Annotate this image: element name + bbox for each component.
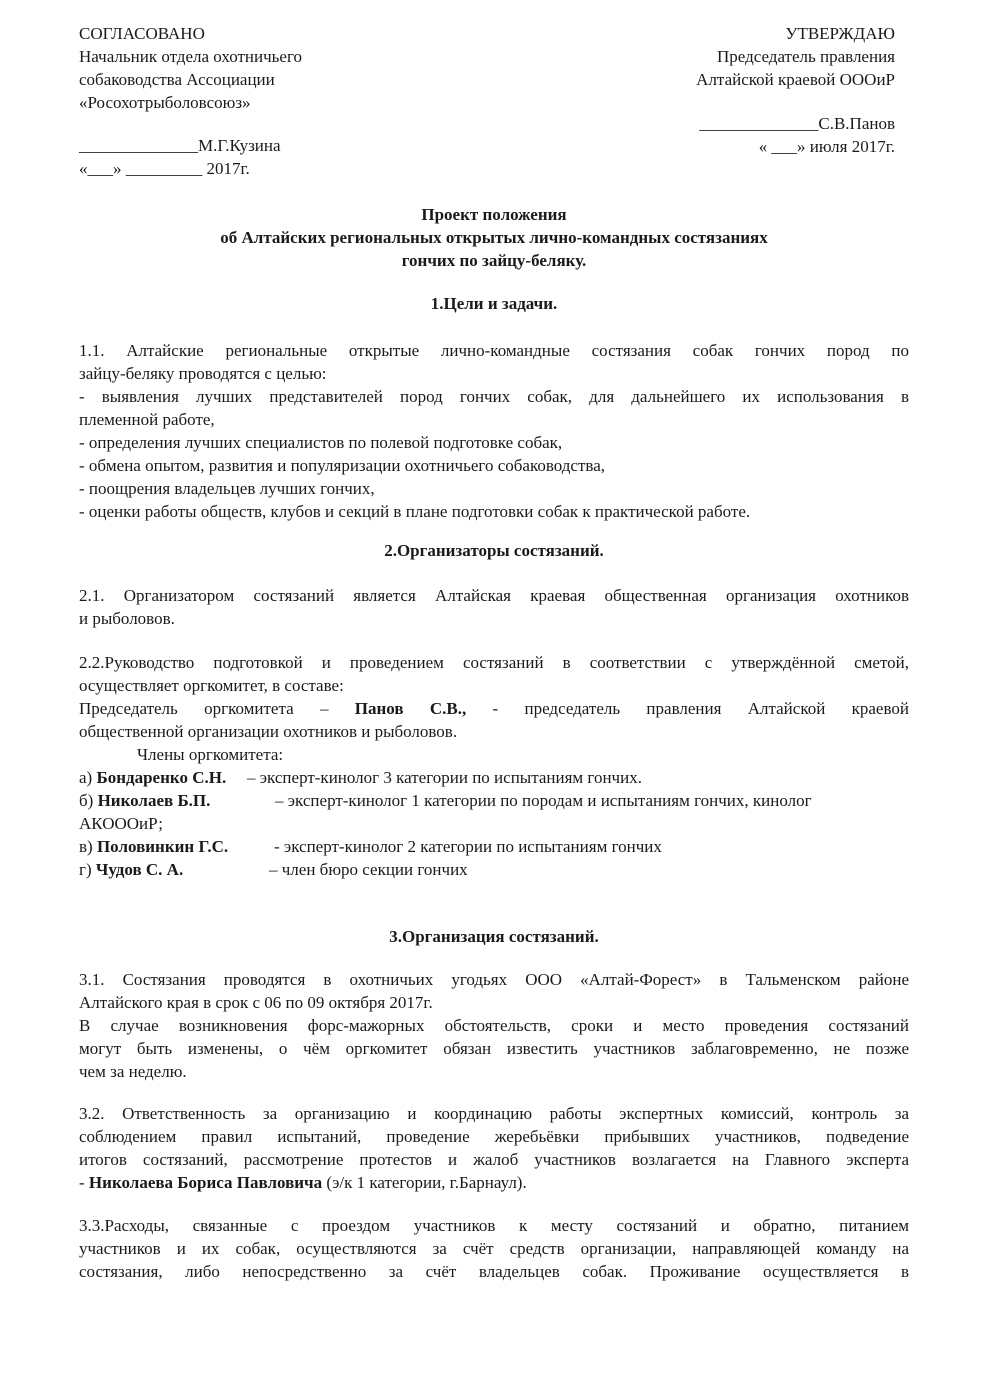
list-item: - обмена опытом, развития и популяризации охотничьего собаководства,: [79, 456, 605, 475]
committee-chair: [79, 697, 909, 720]
member-label: [79, 766, 226, 789]
approval-line: собаководства Ассоциации: [79, 70, 275, 89]
approval-line: Алтайской краевой ОООиР: [696, 70, 895, 89]
signature-block-right: [560, 112, 895, 158]
paragraph-line: состязания, либо непосредственно за счёт владельцев собак. Проживание осуществляется в: [79, 1262, 909, 1281]
paragraph-2-2: [79, 651, 909, 881]
list-item: - поощрения владельцев лучших гончих,: [79, 479, 375, 498]
document-title: [79, 203, 909, 272]
member-label: [79, 835, 228, 858]
title-line: гончих по зайцу-беляку.: [401, 251, 587, 270]
paragraph-line: чем за неделю.: [79, 1062, 187, 1081]
chair-name: Панов С.В.,: [354, 699, 467, 718]
member-role: – член бюро секции гончих: [269, 860, 468, 879]
section-heading: 3.Организация состязаний.: [389, 927, 599, 946]
member-name: Чудов С. А.: [95, 860, 184, 879]
chair-label: Председатель оргкомитета –: [79, 699, 355, 718]
section-heading: 1.Цели и задачи.: [430, 294, 558, 313]
paragraph-line: 3.2. Ответственность за организацию и координацию работы экспертных комиссий, контроль за: [79, 1104, 909, 1123]
member-label: [79, 789, 210, 812]
paragraph-line: и рыболовов.: [79, 609, 175, 628]
paragraph-line: Алтайского края в срок с 06 по 09 октября 2017г.: [79, 993, 433, 1012]
member-role-cont: АКОООиР;: [79, 814, 163, 833]
approval-heading: СОГЛАСОВАНО: [79, 24, 205, 43]
paragraph-line: [79, 1171, 909, 1194]
committee-member: [79, 858, 909, 881]
paragraph-line: итогов состязаний, рассмотрение протестов и жалоб участников возлагается на Главного эксперта: [79, 1150, 909, 1169]
approval-line: «Росохотрыболовсоюз»: [79, 93, 251, 112]
title-line: Проект положения: [421, 205, 567, 224]
member-prefix: г): [79, 860, 96, 879]
paragraph-line: общественной организации охотников и рыболовов.: [79, 722, 458, 741]
approval-heading: УТВЕРЖДАЮ: [785, 24, 895, 43]
member-name: Николаев Б.П.: [97, 791, 211, 810]
paragraph-line: 3.3.Расходы, связанные с проездом участников к месту состязаний и обратно, питанием: [79, 1216, 909, 1235]
paragraph-line: могут быть изменены, о чём оргкомитет обязан известить участников заблаговременно, не позже: [79, 1039, 909, 1058]
paragraph-line: участников и их собак, осуществляются за счёт средств организации, направляющей команду на: [79, 1239, 909, 1258]
paragraph-line: 3.1. Состязания проводятся в охотничьих угодьях ООО «Алтай-Форест» в Тальменском районе: [79, 970, 909, 989]
member-prefix: б): [79, 791, 98, 810]
member-role: - эксперт-кинолог 2 категории по испытаниям гончих: [274, 837, 662, 856]
member-role: – эксперт-кинолог 1 категории по породам и испытаниям гончих, кинолог: [275, 791, 812, 810]
approval-block-left: [79, 22, 499, 114]
paragraph-2-1: [79, 584, 909, 630]
list-item-cont: племенной работе,: [79, 410, 215, 429]
dash: -: [79, 1173, 89, 1192]
committee-member: [79, 835, 909, 858]
member-label: [79, 858, 183, 881]
signature-block-left: [79, 134, 499, 180]
paragraph-line: зайцу-беляку проводятся с целью:: [79, 364, 327, 383]
members-heading: Члены оргкомитета:: [137, 745, 284, 764]
member-name: Половинкин Г.С.: [96, 837, 229, 856]
member-prefix: а): [79, 768, 97, 787]
list-item: - оценки работы обществ, клубов и секций в плане подготовки собак к практической работе.: [79, 502, 751, 521]
member-role: – эксперт-кинолог 3 категории по испытаниям гончих.: [247, 768, 642, 787]
paragraph-line: 2.2.Руководство подготовкой и проведением состязаний в соответствии с утверждённой сметой,: [79, 653, 909, 672]
chief-expert-name: Николаева Бориса Павловича: [88, 1173, 323, 1192]
date-line: « ___» июля 2017г.: [758, 137, 895, 156]
paragraph-line: осуществляет оргкомитет, в составе:: [79, 676, 344, 695]
paragraph-line: 1.1. Алтайские региональные открытые лично-командные состязания собак гончих пород по: [79, 341, 909, 360]
paragraph-line: В случае возникновения форс-мажорных обстоятельств, сроки и место проведения состязаний: [79, 1016, 909, 1035]
paragraph-line: соблюдением правил испытаний, проведение жеребьёвки прибывших участников, подведение: [79, 1127, 909, 1146]
committee-member: [79, 766, 909, 789]
list-item: - выявления лучших представителей пород гончих собак, для дальнейшего их использования в: [79, 387, 909, 406]
title-line: об Алтайских региональных открытых лично-командных состязаниях: [220, 228, 768, 247]
member-name: Бондаренко С.Н.: [96, 768, 227, 787]
chief-expert-note: (э/к 1 категории, г.Барнаул).: [322, 1173, 527, 1192]
paragraph-3-2: [79, 1102, 909, 1194]
committee-member: [79, 789, 909, 812]
signature-line: ______________С.В.Панов: [699, 114, 895, 133]
approval-block-right: [560, 22, 895, 91]
paragraph-line: 2.1. Организатором состязаний является Алтайская краевая общественная организация охотников: [79, 586, 909, 605]
member-prefix: в): [79, 837, 97, 856]
chair-role: - председатель правления Алтайской краевой: [466, 699, 909, 718]
paragraph-3-3: [79, 1214, 909, 1283]
date-line: «___» _________ 2017г.: [79, 159, 250, 178]
approval-line: Председатель правления: [716, 47, 895, 66]
list-item: - определения лучших специалистов по полевой подготовке собак,: [79, 433, 563, 452]
signature-line: ______________М.Г.Кузина: [79, 136, 281, 155]
paragraph-3-1: [79, 968, 909, 1083]
section-heading: 2.Организаторы состязаний.: [384, 541, 604, 560]
approval-line: Начальник отдела охотничьего: [79, 47, 303, 66]
section1-body: [79, 339, 909, 523]
